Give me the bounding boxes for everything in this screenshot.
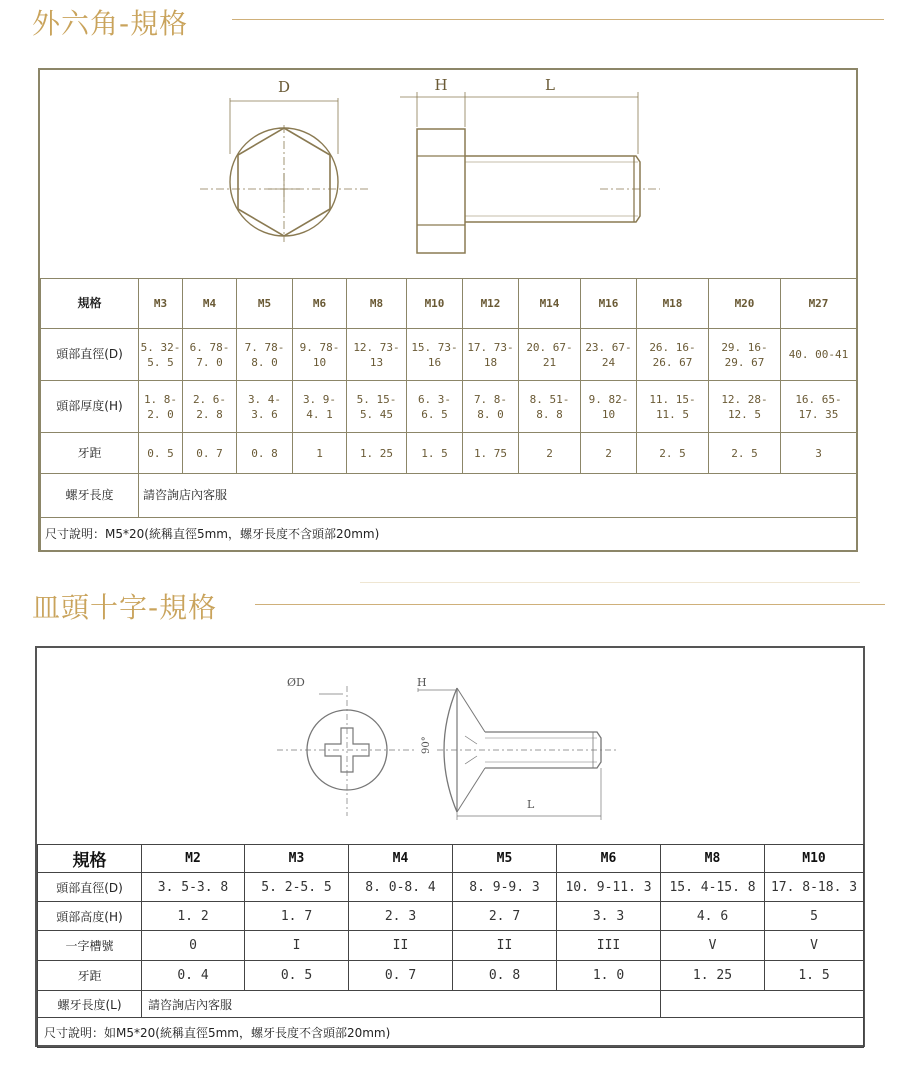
hex-size-m14: M14 xyxy=(519,279,581,329)
hex-size-m8: M8 xyxy=(347,279,407,329)
row-label: 頭部高度(H) xyxy=(38,902,142,931)
table-cell: V xyxy=(765,931,864,961)
hex-d-label: D xyxy=(277,78,291,96)
hex-row-thread-length xyxy=(41,474,857,518)
table-cell: V xyxy=(661,931,765,961)
table-cell: 6. 78- 7. 0 xyxy=(183,329,237,381)
table-cell: 9. 82- 10 xyxy=(581,381,637,433)
hex-spec-panel xyxy=(38,68,858,552)
table-cell: 4. 6 xyxy=(661,902,765,931)
table-cell: 8. 0-8. 4 xyxy=(349,873,453,902)
hex-row-head-diameter xyxy=(41,329,857,381)
row-label: 頭部直徑(D) xyxy=(38,873,142,902)
table-cell: III xyxy=(557,931,661,961)
table-cell: 1 xyxy=(293,433,347,474)
hex-title-divider xyxy=(232,19,884,20)
flat-row-pitch xyxy=(38,961,864,991)
table-cell: 3. 3 xyxy=(557,902,661,931)
table-cell: 1. 7 xyxy=(245,902,349,931)
hex-row-pitch xyxy=(41,433,857,474)
table-cell: 20. 67- 21 xyxy=(519,329,581,381)
row-label: 牙距 xyxy=(41,433,139,474)
table-cell: 17. 8-18. 3 xyxy=(765,873,864,902)
hex-size-m16: M16 xyxy=(581,279,637,329)
table-cell: 6. 3- 6. 5 xyxy=(407,381,463,433)
table-cell: 15. 4-15. 8 xyxy=(661,873,765,902)
row-label: 頭部直徑(D) xyxy=(41,329,139,381)
flat-size-m10: M10 xyxy=(765,845,864,873)
hex-section-title: 外六角-規格 xyxy=(32,7,189,40)
table-cell: 2. 6- 2. 8 xyxy=(183,381,237,433)
table-cell: 17. 73- 18 xyxy=(463,329,519,381)
table-cell: 1. 5 xyxy=(407,433,463,474)
flat-header-label: 規格 xyxy=(38,845,142,873)
hex-size-m6: M6 xyxy=(293,279,347,329)
flat-h-label: H xyxy=(417,676,427,689)
size-note: 尺寸說明：M5*20(統稱直徑5mm，螺牙長度不含頭部20mm) xyxy=(41,518,857,552)
table-cell: 1. 5 xyxy=(765,961,864,991)
table-cell: 0. 8 xyxy=(453,961,557,991)
table-cell: 2 xyxy=(581,433,637,474)
table-cell: 8. 51- 8. 8 xyxy=(519,381,581,433)
hex-spec-table xyxy=(40,278,857,552)
table-cell: 1. 25 xyxy=(347,433,407,474)
table-cell: II xyxy=(349,931,453,961)
flat-size-m6: M6 xyxy=(557,845,661,873)
table-cell: 5. 2-5. 5 xyxy=(245,873,349,902)
table-cell: 3 xyxy=(781,433,857,474)
table-cell: 29. 16- 29. 67 xyxy=(709,329,781,381)
table-cell: 2. 7 xyxy=(453,902,557,931)
table-cell: 2 xyxy=(519,433,581,474)
hex-size-m27: M27 xyxy=(781,279,857,329)
hex-row-note xyxy=(41,518,857,552)
hex-size-m5: M5 xyxy=(237,279,293,329)
table-cell: 12. 73- 13 xyxy=(347,329,407,381)
flat-l-label: L xyxy=(527,798,535,811)
row-label: 螺牙長度 xyxy=(41,474,139,518)
flat-section-title: 皿頭十字-規格 xyxy=(32,591,218,624)
table-cell: 0. 4 xyxy=(142,961,245,991)
table-cell: 2. 5 xyxy=(637,433,709,474)
table-cell: II xyxy=(453,931,557,961)
table-cell: 1. 2 xyxy=(142,902,245,931)
thread-length-value: 請咨詢店內客服 xyxy=(142,991,661,1018)
flat-row-head-height xyxy=(38,902,864,931)
table-cell: 15. 73- 16 xyxy=(407,329,463,381)
table-cell: 40. 00-41 xyxy=(781,329,857,381)
table-cell: 5 xyxy=(765,902,864,931)
flat-spec-panel xyxy=(35,646,865,1047)
table-cell: 9. 78- 10 xyxy=(293,329,347,381)
table-cell: 2. 3 xyxy=(349,902,453,931)
flat-size-header-row xyxy=(38,845,864,873)
table-cell: 8. 9-9. 3 xyxy=(453,873,557,902)
flat-d-label: ØD xyxy=(287,676,305,689)
hex-size-m3: M3 xyxy=(139,279,183,329)
size-note: 尺寸說明：如M5*20(統稱直徑5mm，螺牙長度不含頭部20mm) xyxy=(38,1018,864,1048)
flat-size-m4: M4 xyxy=(349,845,453,873)
hex-row-head-thickness xyxy=(41,381,857,433)
hex-size-m4: M4 xyxy=(183,279,237,329)
table-cell: 3. 5-3. 8 xyxy=(142,873,245,902)
row-label: 一字槽號 xyxy=(38,931,142,961)
flat-screw-drawing xyxy=(37,648,863,844)
table-cell: 1. 75 xyxy=(463,433,519,474)
flat-size-m8: M8 xyxy=(661,845,765,873)
table-cell: 5. 32- 5. 5 xyxy=(139,329,183,381)
hex-l-label: L xyxy=(545,76,555,94)
row-label: 頭部厚度(H) xyxy=(41,381,139,433)
flat-row-note xyxy=(38,1018,864,1048)
thread-length-value: 請咨詢店內客服 xyxy=(139,474,857,518)
table-cell: 26. 16- 26. 67 xyxy=(637,329,709,381)
hex-header-label: 規格 xyxy=(41,279,139,329)
hex-size-m20: M20 xyxy=(709,279,781,329)
table-cell: 3. 9- 4. 1 xyxy=(293,381,347,433)
table-cell: 1. 25 xyxy=(661,961,765,991)
table-cell: 23. 67- 24 xyxy=(581,329,637,381)
flat-size-m5: M5 xyxy=(453,845,557,873)
flat-title-divider xyxy=(255,604,885,605)
hex-size-header-row xyxy=(41,279,857,329)
table-cell: 16. 65- 17. 35 xyxy=(781,381,857,433)
table-cell: 1. 0 xyxy=(557,961,661,991)
table-cell: 0. 7 xyxy=(349,961,453,991)
empty-cell xyxy=(661,991,864,1018)
section-separator xyxy=(360,582,860,583)
hex-size-m12: M12 xyxy=(463,279,519,329)
table-cell: 3. 4- 3. 6 xyxy=(237,381,293,433)
table-cell: 0. 5 xyxy=(139,433,183,474)
table-cell: 0. 7 xyxy=(183,433,237,474)
flat-angle-label: 90° xyxy=(421,736,432,754)
hex-bolt-drawing xyxy=(40,70,856,278)
table-cell: 0. 8 xyxy=(237,433,293,474)
table-cell: 0 xyxy=(142,931,245,961)
row-label: 牙距 xyxy=(38,961,142,991)
table-cell: 10. 9-11. 3 xyxy=(557,873,661,902)
hex-size-m18: M18 xyxy=(637,279,709,329)
hex-h-label: H xyxy=(434,76,448,94)
table-cell: 7. 8- 8. 0 xyxy=(463,381,519,433)
row-label: 螺牙長度(L) xyxy=(38,991,142,1018)
table-cell: I xyxy=(245,931,349,961)
flat-row-slot-number xyxy=(38,931,864,961)
table-cell: 11. 15- 11. 5 xyxy=(637,381,709,433)
table-cell: 1. 8- 2. 0 xyxy=(139,381,183,433)
flat-spec-table xyxy=(37,844,864,1048)
table-cell: 5. 15- 5. 45 xyxy=(347,381,407,433)
flat-row-head-diameter xyxy=(38,873,864,902)
table-cell: 7. 78- 8. 0 xyxy=(237,329,293,381)
table-cell: 2. 5 xyxy=(709,433,781,474)
flat-row-thread-length xyxy=(38,991,864,1018)
table-cell: 12. 28- 12. 5 xyxy=(709,381,781,433)
table-cell: 0. 5 xyxy=(245,961,349,991)
flat-size-m3: M3 xyxy=(245,845,349,873)
hex-size-m10: M10 xyxy=(407,279,463,329)
flat-size-m2: M2 xyxy=(142,845,245,873)
